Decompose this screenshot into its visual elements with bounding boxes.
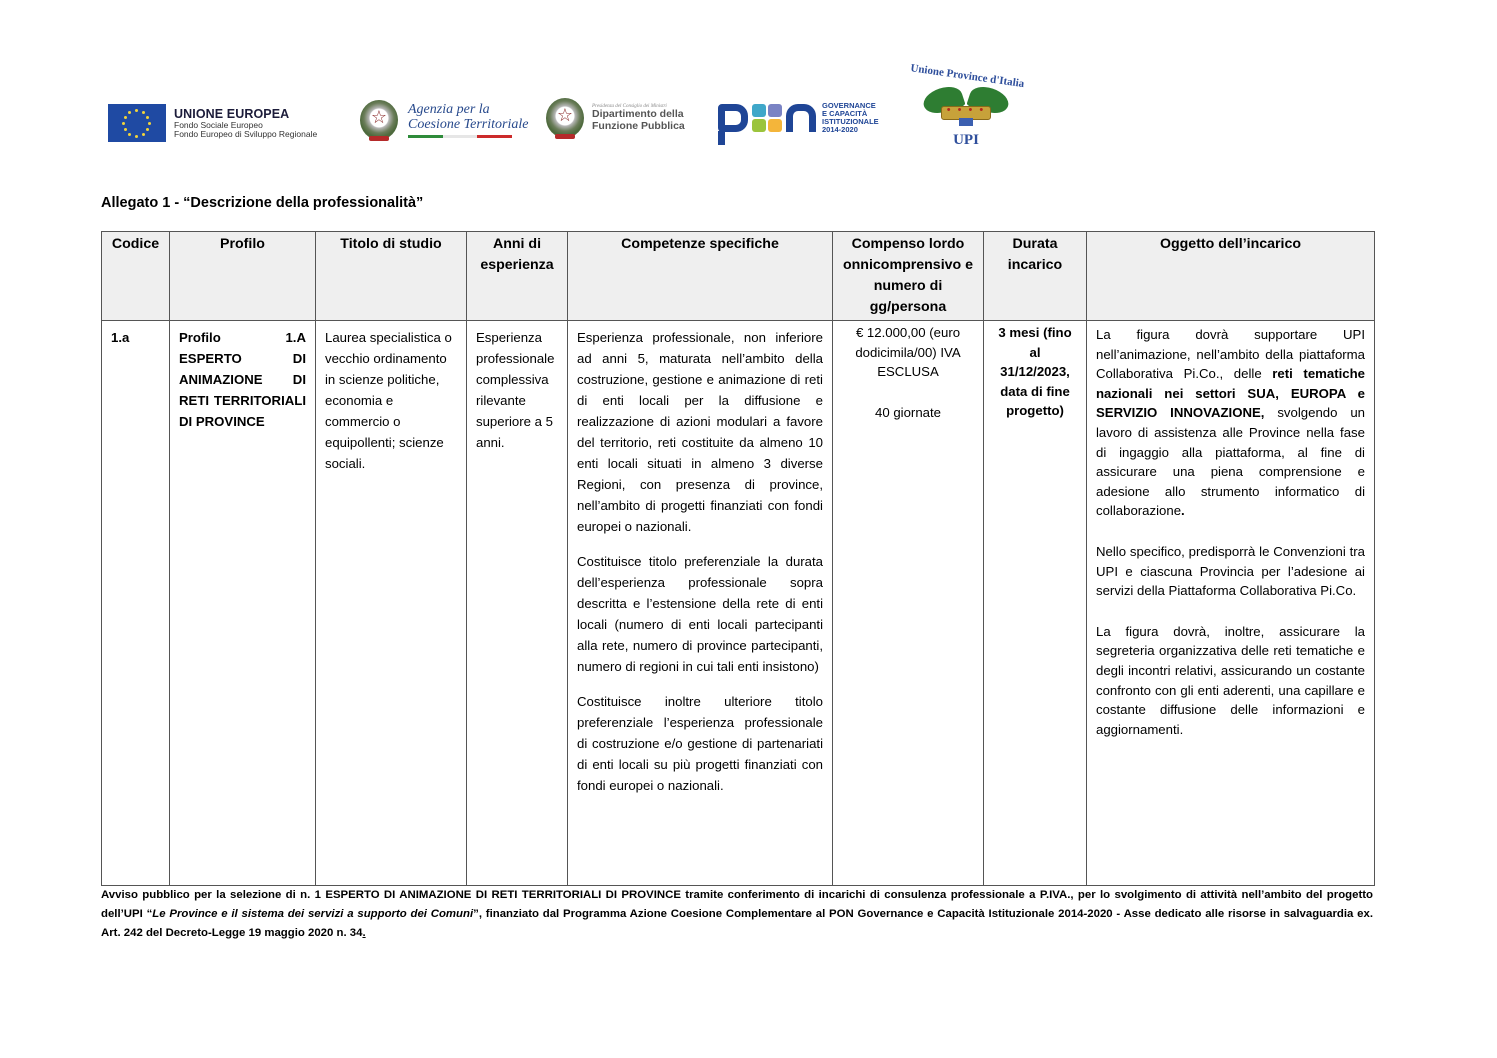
oggetto-paragraph-2: Nello specifico, predisporrà le Convenzioni tra UPI e ciascuna Provincia per l’adesione ai servizi della Piattaforma Collaborativa Pi.Co. (1096, 543, 1365, 599)
pon-line-4: 2014-2020 (822, 124, 858, 134)
logo-band (0, 0, 1497, 170)
compenso-amount: € 12.000,00 (euro dodicimila/00) IVA ESCLUSA (855, 325, 961, 379)
header-compenso: Compenso lordo onnicomprensivo e numero di gg/persona (833, 232, 984, 321)
competenze-paragraph-1: Esperienza professionale, non inferiore ad anni 5, maturata nell’ambito della costruzione, gestione e animazione di reti di enti locali per la diffusione e realizzazione di azioni modulari a favore del territorio, reti costituite da almeno 10 enti locali situati in almeno 3 diverse Regioni, con presenza di province, nell’ambito di progetti finanziati con fondi europei o nazionali. (577, 330, 823, 534)
competenze-paragraph-3: Costituisce inoltre ulteriore titolo preferenziale l’esperienza professionale di costruzione e/o gestione di partenariati di enti locali su più progetti finanziati con fondi europei o nazionali. (577, 694, 823, 793)
upi-logo (909, 62, 1025, 149)
agenzia-line-2: Coesione Territoriale (408, 117, 529, 132)
agenzia-line-1: Agenzia per la (408, 101, 490, 117)
compenso-giornate: 40 giornate (875, 404, 941, 420)
upi-label: UPI (953, 132, 979, 148)
italian-tricolor-bar (408, 135, 512, 138)
profile-table (101, 231, 1375, 886)
cell-codice: 1.a (102, 321, 170, 886)
eu-flag-icon (108, 104, 166, 142)
funzione-pubblica-logo (546, 98, 685, 138)
pon-logo (718, 102, 879, 134)
pon-line-1: GOVERNANCE (822, 101, 876, 110)
upi-crown-icon (921, 84, 1011, 130)
table-row (102, 321, 1375, 886)
eu-subtitle-1: Fondo Sociale Europeo (174, 119, 263, 130)
table-header-row (102, 232, 1375, 321)
dfp-presidenza: Presidenza del Consiglio dei Ministri (592, 103, 667, 109)
header-anni-esperienza: Anni di esperienza (467, 232, 568, 321)
eu-title: UNIONE EUROPEA (174, 106, 290, 121)
header-titolo-studio: Titolo di studio (316, 232, 467, 321)
dfp-line-1: Dipartimento della (592, 108, 684, 121)
italian-emblem-icon (546, 98, 584, 138)
competenze-paragraph-2: Costituisce titolo preferenziale la durata dell’esperienza professionale sopra descritta e l’estensione della rete di enti locali (numero di enti locali partecipanti alla rete, numero di province partecipanti, numero di regioni in cui tali enti insistono) (577, 554, 823, 674)
eu-subtitle-2: Fondo Europeo di Sviluppo Regionale (174, 128, 318, 139)
pon-mark-icon (718, 104, 816, 132)
footer-note: Avviso pubblico per la selezione di n. 1 ESPERTO DI ANIMAZIONE DI RETI TERRITORIALI DI PROVINCE tramite conferimento di incarichi di consulenza professionale a P.IVA., per lo svolgimento di attività nell’ambito del progetto dell’UPI “Le Province e il sistema dei servizi a supporto dei Comuni”, finanziato dal Programma Azione Coesione Complementare al PON Governance e Capacità Istituzionale 2014-2020 - Asse dedicato alle risorse in salvaguardia ex. Art. 242 del Decreto-Legge 19 maggio 2020 n. 34. (101, 889, 1373, 939)
italian-emblem-icon (360, 100, 398, 140)
header-oggetto: Oggetto dell’incarico (1087, 232, 1375, 321)
cell-profilo: Profilo 1.A ESPERTO DI ANIMAZIONE DI RETI TERRITORIALI DI PROVINCE (170, 321, 316, 886)
pon-line-2: E CAPACITÀ (822, 108, 868, 118)
eu-logo (108, 104, 317, 142)
cell-durata: 3 mesi (fino al 31/12/2023, data di fine progetto) (984, 321, 1087, 886)
project-title: Le Province e il sistema dei servizi a supporto dei Comuni (152, 908, 474, 920)
dfp-line-2: Funzione Pubblica (592, 119, 685, 132)
agenzia-coesione-logo (360, 100, 528, 140)
oggetto-highlight: reti tematiche nazionali nei settori SUA, EUROPA e SERVIZIO INNOVAZIONE, (1096, 366, 1365, 421)
upi-arc-text: Unione Province d'Italia (909, 62, 1025, 91)
pon-line-3: ISTITUZIONALE (822, 116, 879, 126)
header-codice: Codice (102, 232, 170, 321)
cell-oggetto (1087, 321, 1375, 886)
oggetto-paragraph-3: La figura dovrà, inoltre, assicurare la segreteria organizzativa delle reti tematiche e degli incontri relativi, assicurando un costante confronto con gli enti aderenti, una capillare e costante diffusione delle informazioni e aggiornamenti. (1096, 623, 1365, 737)
cell-compenso (833, 321, 984, 886)
header-competenze: Competenze specifiche (568, 232, 833, 321)
page-title: Allegato 1 - “Descrizione della professionalità” (101, 195, 424, 211)
cell-titolo-studio: Laurea specialistica o vecchio ordinamento in scienze politiche, economia e commercio o equipollenti; scienze sociali. (316, 321, 467, 886)
header-profilo: Profilo (170, 232, 316, 321)
cell-anni-esperienza: Esperienza professionale complessiva rilevante superiore a 5 anni. (467, 321, 568, 886)
header-durata: Durata incarico (984, 232, 1087, 321)
cell-competenze (568, 321, 833, 886)
oggetto-paragraph-1: La figura dovrà supportare UPI nell’animazione, nell’ambito della piattaforma Collaborativa Pi.Co., delle reti tematiche nazionali nei settori SUA, EUROPA e SERVIZIO INNOVAZIONE, svolgendo un lavoro di assistenza alle Province nella fase di ingaggio alla piattaforma, al fine di assicurare una piena comprensione e adesione allo strumento informatico di collaborazione. (1096, 327, 1366, 519)
